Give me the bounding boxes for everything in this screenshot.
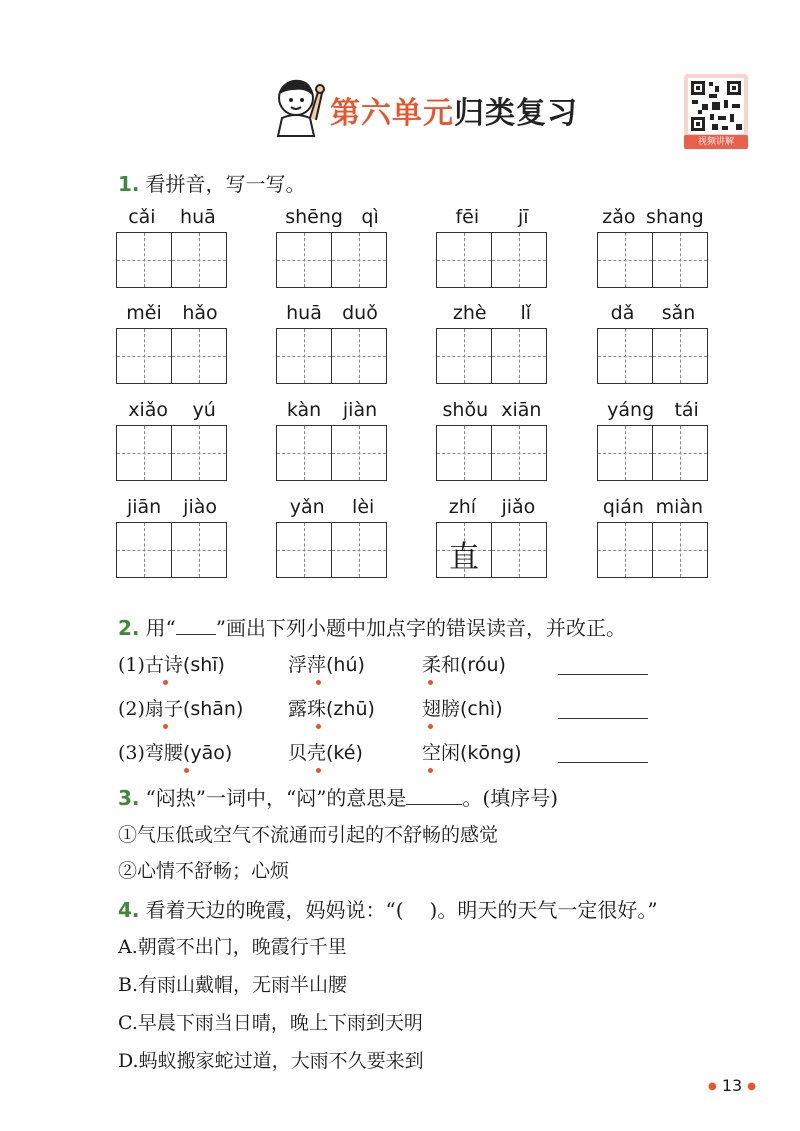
writing-boxes	[597, 522, 709, 578]
pinyin-label	[436, 206, 548, 230]
pinyin-syllable: shēng	[285, 206, 343, 228]
writing-boxes	[276, 522, 388, 578]
writing-cell[interactable]	[436, 425, 492, 481]
emphasis-dot	[184, 768, 189, 773]
pinyin-syllable: qì	[361, 206, 379, 228]
writing-boxes	[276, 328, 388, 384]
boy-mascot-icon	[270, 72, 328, 138]
writing-cell[interactable]	[492, 328, 547, 384]
writing-cell[interactable]	[436, 522, 492, 578]
pinyin-syllable: yáng	[607, 399, 655, 421]
pinyin-label	[116, 496, 228, 520]
pinyin-syllable: xiǎo	[128, 399, 169, 421]
writing-cell[interactable]	[653, 328, 708, 384]
emphasis-dot	[316, 680, 321, 685]
writing-cell[interactable]	[653, 522, 708, 578]
emphasis-dot	[316, 768, 321, 773]
q2-underline-sample	[176, 620, 216, 635]
q2-item: 露珠(zhū)	[288, 698, 375, 720]
writing-boxes	[276, 425, 388, 481]
q1-heading: 1. 看拼音，写一写。	[118, 172, 306, 196]
writing-cell[interactable]	[172, 425, 227, 481]
writing-boxes	[116, 232, 228, 288]
q3-option-1: ①气压低或空气不流通而引起的不舒畅的感觉	[118, 824, 499, 846]
writing-cell[interactable]	[492, 232, 547, 288]
q4-option-b: B.有雨山戴帽，无雨半山腰	[118, 974, 348, 996]
pinyin-label	[436, 302, 548, 326]
writing-boxes	[116, 522, 228, 578]
writing-boxes	[436, 425, 548, 481]
writing-cell[interactable]	[436, 232, 492, 288]
pinyin-syllable: lèi	[352, 496, 375, 518]
emphasis-dot	[316, 724, 321, 729]
q2-item: (3)弯腰(yāo)	[118, 742, 233, 764]
pinyin-syllable: kàn	[286, 399, 322, 421]
page-number: ● 13 ●	[708, 1076, 757, 1095]
pinyin-syllable: tái	[674, 399, 699, 421]
pinyin-syllable: yú	[192, 399, 216, 421]
pinyin-label	[597, 399, 709, 423]
writing-cell[interactable]	[276, 425, 332, 481]
q4-option-a: A.朝霞不出门，晚霞行千里	[118, 936, 347, 958]
writing-boxes	[597, 232, 709, 288]
writing-cell[interactable]	[172, 232, 227, 288]
pinyin-syllable: huā	[286, 302, 322, 324]
pinyin-syllable: qián	[602, 496, 644, 518]
pinyin-label	[436, 496, 548, 520]
pinyin-syllable: jī	[517, 206, 529, 228]
pinyin-syllable: dǎ	[610, 302, 635, 324]
q4-option-d: D.蚂蚁搬家蛇过道，大雨不久要来到	[118, 1050, 424, 1072]
q3-answer-blank[interactable]	[406, 786, 462, 805]
writing-cell[interactable]	[172, 522, 227, 578]
pinyin-syllable: cǎi	[128, 206, 156, 228]
pinyin-syllable: huā	[180, 206, 216, 228]
q2-item: (1)古诗(shī)	[118, 654, 225, 676]
pinyin-syllable: zhè	[452, 302, 487, 324]
emphasis-dot	[428, 680, 433, 685]
emphasis-dot	[428, 724, 433, 729]
writing-cell[interactable]	[332, 522, 387, 578]
pinyin-syllable: duǒ	[342, 302, 378, 324]
page-header	[270, 72, 578, 142]
pinyin-syllable: shang	[646, 206, 704, 228]
pinyin-syllable: zǎo	[602, 206, 636, 228]
pinyin-label	[597, 496, 709, 520]
pinyin-syllable: jiǎo	[501, 496, 536, 518]
q2-item: 翅膀(chì)	[422, 698, 503, 720]
writing-cell[interactable]	[436, 328, 492, 384]
pinyin-syllable: sǎn	[661, 302, 696, 324]
pinyin-syllable: lǐ	[520, 302, 532, 324]
pinyin-syllable: jiào	[183, 496, 217, 518]
pinyin-label	[436, 399, 548, 423]
page-title: 第六单元归类复习	[330, 96, 578, 131]
writing-cell[interactable]	[492, 522, 547, 578]
pinyin-syllable: zhí	[448, 496, 477, 518]
writing-cell[interactable]	[332, 425, 387, 481]
pinyin-syllable: xiān	[501, 399, 542, 421]
q3-option-2: ②心情不舒畅；心烦	[118, 860, 290, 882]
writing-cell[interactable]	[116, 328, 172, 384]
written-character: 直	[449, 540, 479, 575]
pinyin-label	[597, 206, 709, 230]
pinyin-label	[276, 302, 388, 326]
q2-heading: 2. 用“ ”画出下列小题中加点字的错误读音，并改正。	[118, 616, 626, 640]
pinyin-label	[116, 399, 228, 423]
writing-cell[interactable]	[597, 328, 653, 384]
writing-cell[interactable]	[332, 232, 387, 288]
writing-cell[interactable]	[116, 425, 172, 481]
writing-cell[interactable]	[276, 232, 332, 288]
writing-cell[interactable]	[597, 522, 653, 578]
writing-cell[interactable]	[597, 425, 653, 481]
pinyin-syllable: jiàn	[342, 399, 378, 421]
pinyin-syllable: shǒu	[442, 399, 489, 421]
writing-cell[interactable]	[116, 232, 172, 288]
writing-cell[interactable]	[116, 522, 172, 578]
q2-item: 贝壳(ké)	[288, 742, 363, 764]
qr-code-label: 视频讲解	[684, 135, 748, 149]
q3-heading: 3. “闷热”一词中，“闷”的意思是 。(填序号)	[118, 786, 559, 810]
pinyin-label	[116, 302, 228, 326]
writing-boxes	[597, 328, 709, 384]
writing-cell[interactable]	[332, 328, 387, 384]
pinyin-syllable: hǎo	[182, 302, 218, 324]
q2-item: 浮萍(hú)	[288, 654, 365, 676]
writing-boxes	[116, 328, 228, 384]
q2-item: 柔和(róu)	[422, 654, 506, 676]
writing-boxes	[597, 425, 709, 481]
pinyin-syllable: miàn	[655, 496, 704, 518]
emphasis-dot	[428, 768, 433, 773]
writing-cell[interactable]	[172, 328, 227, 384]
pinyin-label	[276, 496, 388, 520]
pinyin-syllable: jiān	[126, 496, 162, 518]
emphasis-dot	[163, 680, 168, 685]
answer-blank[interactable]	[558, 762, 648, 763]
q4-heading: 4. 看着天边的晚霞，妈妈说：“( )。明天的天气一定很好。”	[118, 898, 658, 922]
q2-item: (2)扇子(shān)	[118, 698, 244, 720]
q4-option-c: C.早晨下雨当日晴，晚上下雨到天明	[118, 1012, 423, 1034]
pinyin-label	[276, 206, 388, 230]
answer-blank[interactable]	[558, 674, 648, 675]
writing-cell[interactable]	[597, 232, 653, 288]
pinyin-syllable: měi	[126, 302, 162, 324]
writing-boxes	[436, 328, 548, 384]
emphasis-dot	[163, 724, 168, 729]
pinyin-label	[597, 302, 709, 326]
writing-boxes	[436, 522, 548, 578]
writing-cell[interactable]	[653, 232, 708, 288]
writing-boxes	[276, 232, 388, 288]
writing-boxes	[436, 232, 548, 288]
writing-cell[interactable]	[276, 522, 332, 578]
pinyin-syllable: fēi	[455, 206, 480, 228]
writing-cell[interactable]	[492, 425, 547, 481]
writing-cell[interactable]	[276, 328, 332, 384]
writing-cell[interactable]	[653, 425, 708, 481]
pinyin-syllable: yǎn	[289, 496, 325, 518]
answer-blank[interactable]	[558, 718, 648, 719]
q2-item: 空闲(kōng)	[422, 742, 522, 764]
pinyin-label	[276, 399, 388, 423]
writing-boxes	[116, 425, 228, 481]
pinyin-label	[116, 206, 228, 230]
